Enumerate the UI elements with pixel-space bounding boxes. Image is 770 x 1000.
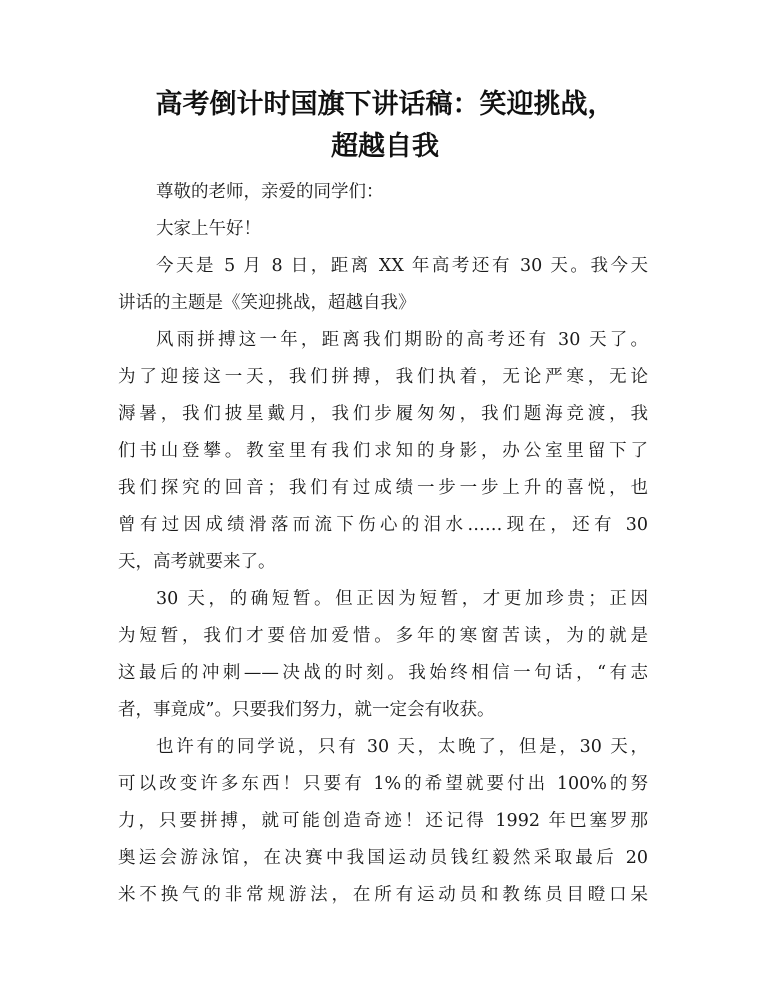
body-line: 也许有的同学说，只有 30 天，太晚了，但是，30 天， [156, 737, 648, 757]
document-title [100, 84, 670, 168]
body-line: 曾有过因成绩滑落而流下伤心的泪水……现在，还有 30 [118, 515, 648, 535]
body-line: 30 天，的确短暂。但正因为短暂，才更加珍贵；正因 [156, 589, 648, 609]
body-line: 奥运会游泳馆，在决赛中我国运动员钱红毅然采取最后 20 [118, 848, 648, 868]
body-line: 者，事竟成”。只要我们努力，就一定会有收获。 [118, 700, 495, 720]
body-line: 这最后的冲刺——决战的时刻。我始终相信一句话，“有志 [118, 663, 648, 683]
body-line: 我们探究的回音；我们有过成绩一步一步上升的喜悦，也 [118, 478, 648, 498]
body-line: 们书山登攀。教室里有我们求知的身影，办公室里留下了 [118, 441, 648, 461]
body-line: 尊敬的老师，亲爱的同学们： [156, 182, 384, 202]
body-line: 可以改变许多东西！只要有 1%的希望就要付出 100%的努 [118, 774, 648, 794]
title-line: 高考倒计时国旗下讲话稿：笑迎挑战， [155, 89, 615, 120]
title-line: 超越自我 [331, 131, 439, 162]
body-line: 溽暑，我们披星戴月，我们步履匆匆，我们题海竞渡，我 [118, 404, 648, 424]
body-line: 为短暂，我们才要倍加爱惜。多年的寒窗苦读，为的就是 [118, 626, 648, 646]
document-body [118, 174, 648, 914]
body-line: 大家上午好！ [156, 219, 261, 239]
body-line: 为了迎接这一天，我们拼搏，我们执着，无论严寒，无论 [118, 367, 648, 387]
body-line: 风雨拼搏这一年，距离我们期盼的高考还有 30 天了。 [156, 330, 648, 350]
body-line: 今天是 5 月 8 日，距离 XX 年高考还有 30 天。我今天 [156, 256, 648, 276]
body-line: 讲话的主题是《笑迎挑战，超越自我》 [118, 293, 416, 313]
body-line: 力，只要拼搏，就可能创造奇迹！还记得 1992 年巴塞罗那 [118, 811, 648, 831]
body-line: 米不换气的非常规游法，在所有运动员和教练员目瞪口呆 [118, 885, 648, 905]
body-line: 天，高考就要来了。 [118, 552, 276, 572]
